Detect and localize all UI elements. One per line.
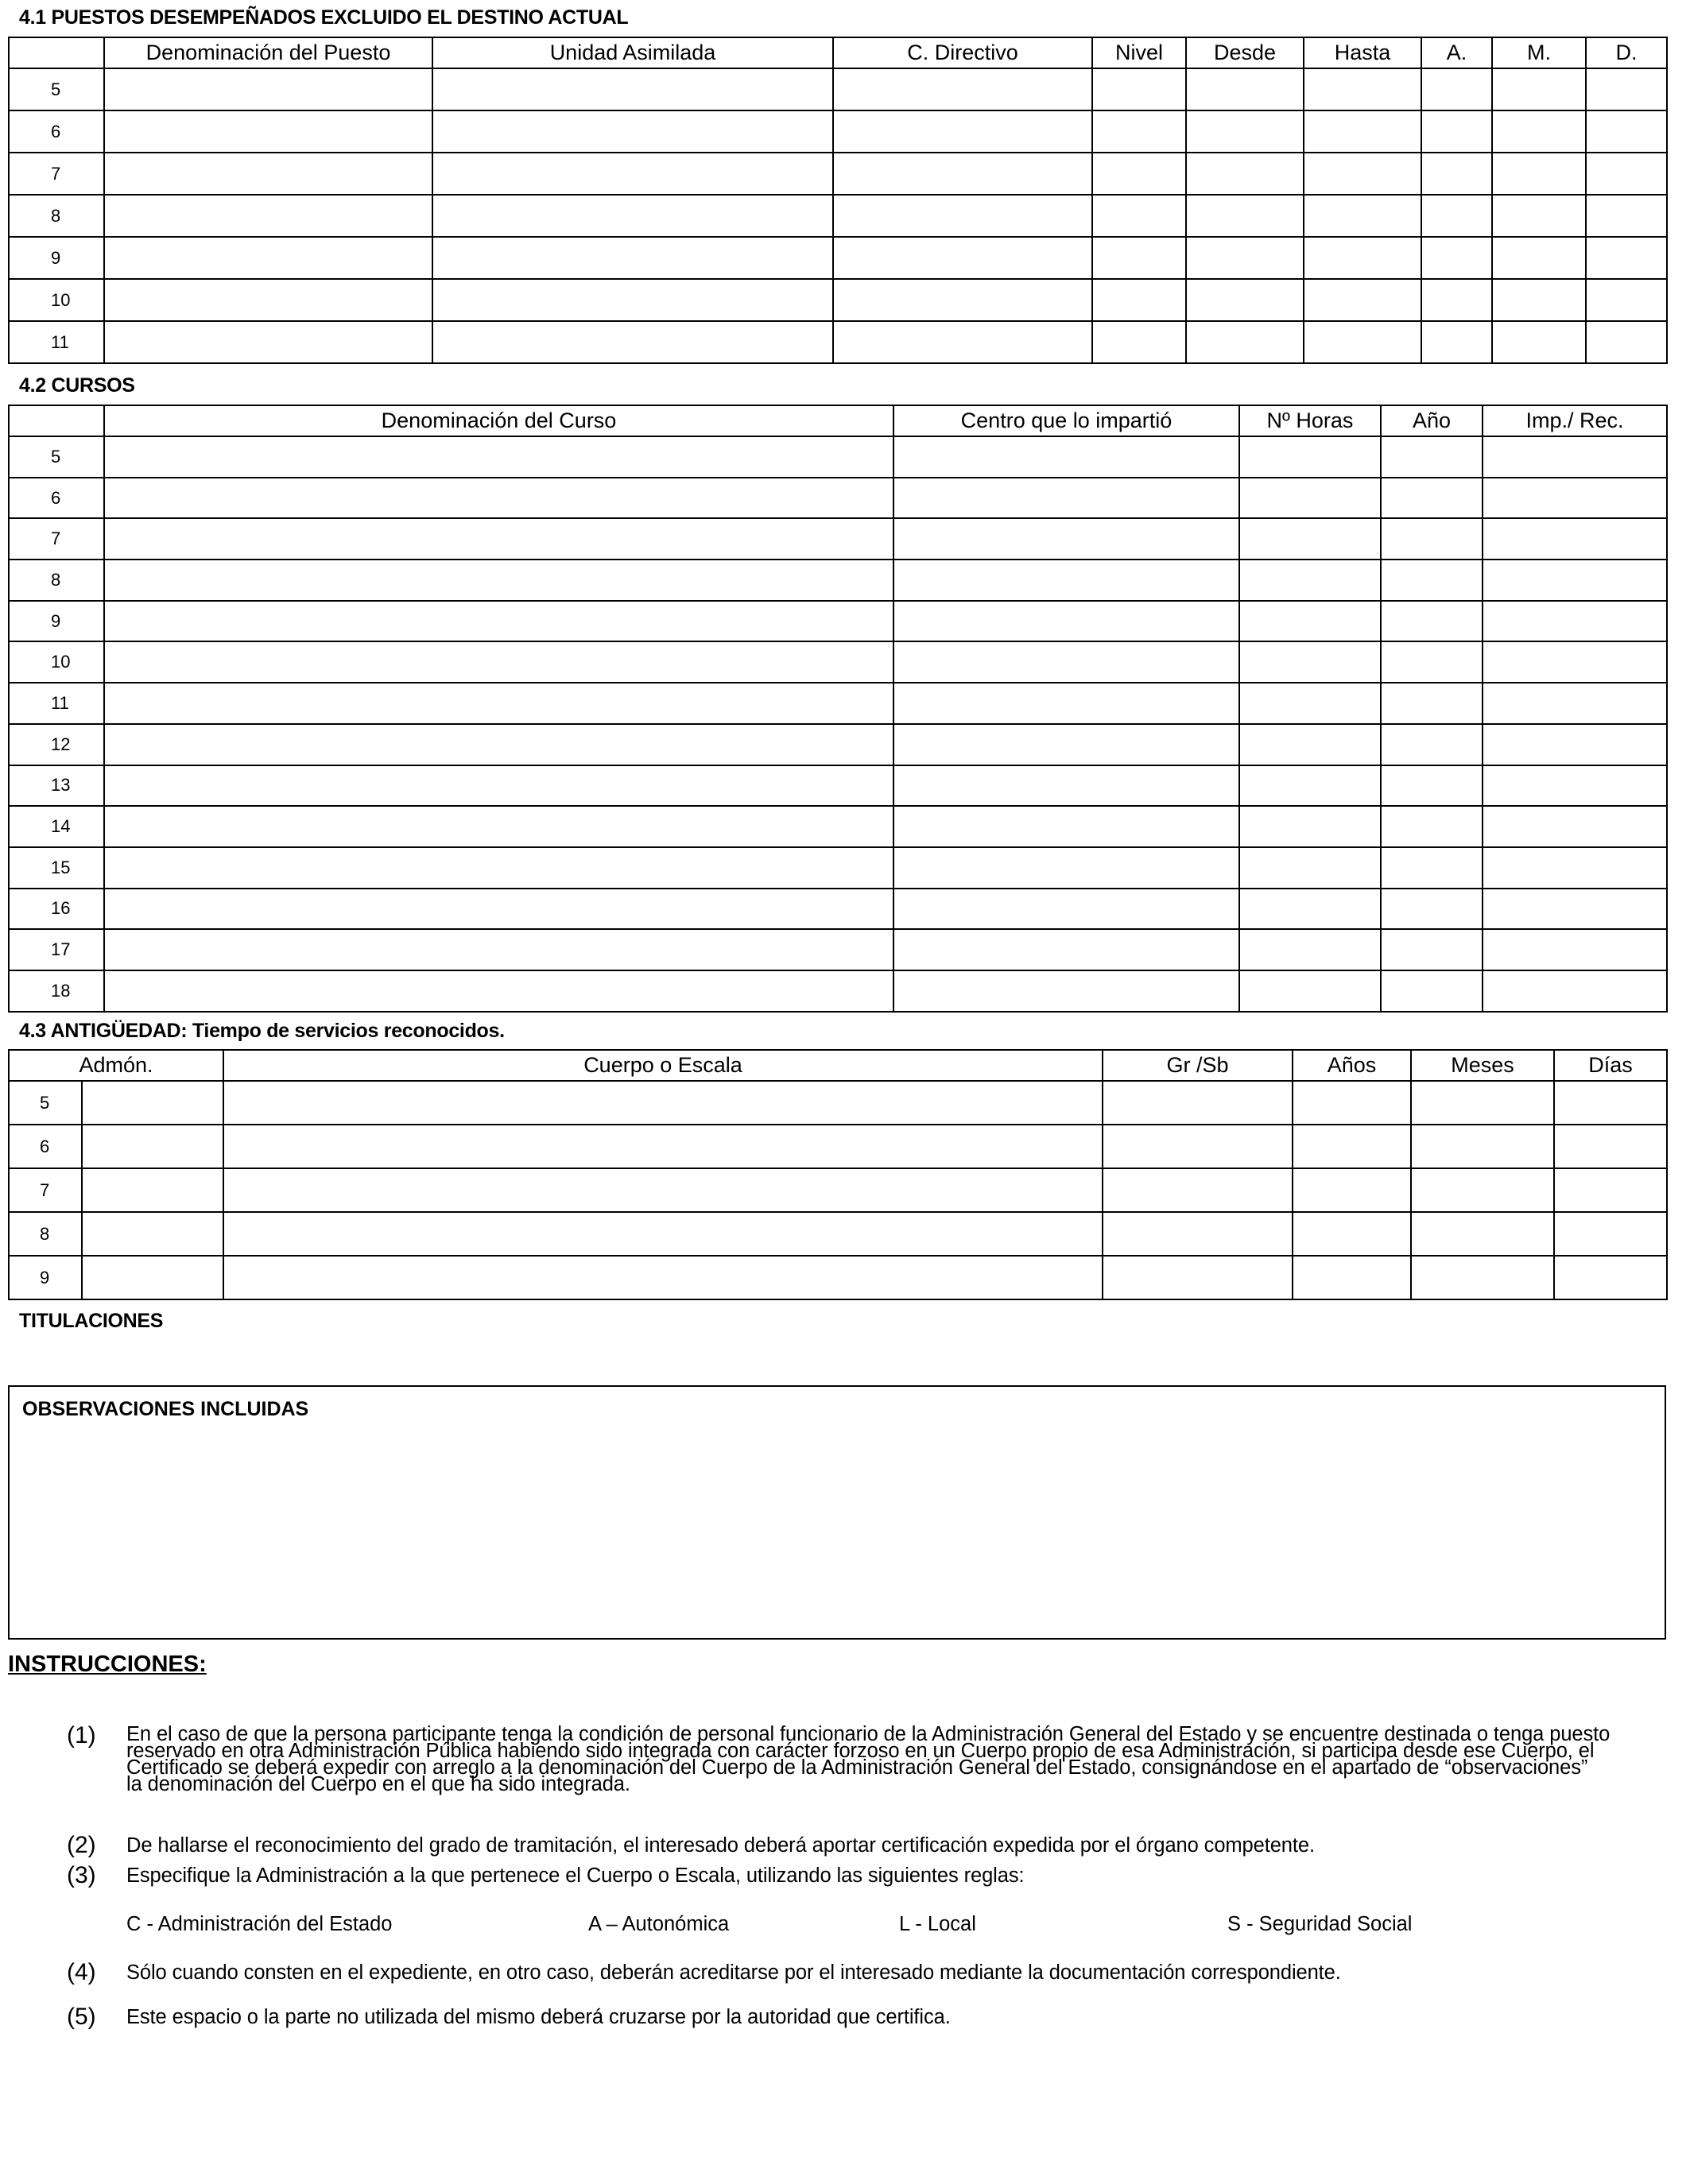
table-cell[interactable] bbox=[432, 195, 833, 237]
table-row bbox=[9, 560, 1667, 601]
table-cell[interactable] bbox=[1483, 806, 1667, 847]
column-header-a: A. bbox=[1421, 37, 1492, 68]
table-cell[interactable] bbox=[82, 1081, 223, 1125]
table-cell[interactable] bbox=[1492, 68, 1586, 110]
table-cell[interactable] bbox=[1381, 641, 1483, 683]
table-cell[interactable] bbox=[104, 683, 893, 724]
table-cell[interactable] bbox=[82, 1125, 223, 1168]
table-cell[interactable] bbox=[1492, 195, 1586, 237]
table-row bbox=[9, 237, 1667, 279]
table-cell[interactable] bbox=[893, 806, 1239, 847]
table-cell[interactable] bbox=[893, 724, 1239, 765]
column-header-c-directivo: C. Directivo bbox=[833, 37, 1092, 68]
table-cell[interactable] bbox=[1554, 1168, 1667, 1212]
table-cell[interactable] bbox=[1239, 806, 1381, 847]
table-cell[interactable] bbox=[833, 195, 1092, 237]
table-cell[interactable] bbox=[104, 724, 893, 765]
table-cell[interactable] bbox=[1381, 436, 1483, 478]
table-cell[interactable] bbox=[1586, 68, 1667, 110]
admin-option-autonomica: A – Autonómica bbox=[588, 1913, 730, 1935]
table-cell[interactable] bbox=[1483, 765, 1667, 807]
table-cell[interactable] bbox=[223, 1125, 1103, 1168]
column-header-hasta: Hasta bbox=[1304, 37, 1421, 68]
table-cell[interactable] bbox=[1381, 683, 1483, 724]
table-row bbox=[9, 153, 1667, 195]
table-row bbox=[9, 436, 1667, 478]
table-cell[interactable] bbox=[1186, 153, 1304, 195]
table-cell[interactable] bbox=[104, 560, 893, 601]
table-cell[interactable] bbox=[1186, 321, 1304, 363]
table-cell[interactable] bbox=[104, 889, 893, 930]
table-cell[interactable] bbox=[893, 478, 1239, 519]
table-row bbox=[9, 1168, 1667, 1212]
table-cell[interactable] bbox=[104, 153, 432, 195]
row-number-header bbox=[9, 37, 104, 68]
row-number: 9 bbox=[9, 1256, 82, 1299]
table-cell[interactable] bbox=[1381, 765, 1483, 807]
instruction-text: En el caso de que la persona participante tenga la condición de personal funcionario de la Administración General del Estado y se encuentre destinada o tenga puesto reservado en otra Administración Pública habiendo sido integrada con carácter forzoso en un Cuerpo propio de esa Administración, si participa desde ese Cuerpo, el Certificado se deberá expedir con arreglo a la denominación del Cuerpo de la Administración General del Estado, consignándose en el apartado de “observaciones” la denominación del Cuerpo en el que ha sido integrada. bbox=[126, 1723, 1611, 1795]
table-cell[interactable] bbox=[833, 153, 1092, 195]
row-number: 10 bbox=[9, 279, 104, 321]
table-row bbox=[9, 279, 1667, 321]
table-cell[interactable] bbox=[1304, 321, 1421, 363]
seniority-table bbox=[8, 1049, 1668, 1300]
row-number: 6 bbox=[9, 478, 104, 519]
column-header-admon: Admón. bbox=[9, 1050, 223, 1081]
table-cell[interactable] bbox=[833, 110, 1092, 153]
table-cell[interactable] bbox=[104, 601, 893, 642]
table-cell[interactable] bbox=[1293, 1125, 1411, 1168]
row-number: 13 bbox=[9, 765, 104, 807]
table-cell[interactable] bbox=[833, 68, 1092, 110]
column-header-desde: Desde bbox=[1186, 37, 1304, 68]
table-row bbox=[9, 195, 1667, 237]
table-cell[interactable] bbox=[1239, 478, 1381, 519]
instruction-number: (1) bbox=[67, 1722, 96, 1748]
row-number: 8 bbox=[9, 195, 104, 237]
table-cell[interactable] bbox=[893, 601, 1239, 642]
table-cell[interactable] bbox=[1239, 436, 1381, 478]
table-cell[interactable] bbox=[432, 237, 833, 279]
table-cell[interactable] bbox=[893, 560, 1239, 601]
table-cell[interactable] bbox=[1411, 1125, 1554, 1168]
instruction-number: (2) bbox=[67, 1832, 96, 1858]
table-cell[interactable] bbox=[1239, 683, 1381, 724]
row-number: 5 bbox=[9, 1081, 82, 1125]
row-number: 11 bbox=[9, 321, 104, 363]
table-cell[interactable] bbox=[893, 683, 1239, 724]
table-cell[interactable] bbox=[1492, 237, 1586, 279]
table-cell[interactable] bbox=[82, 1168, 223, 1212]
table-cell[interactable] bbox=[1304, 110, 1421, 153]
table-cell[interactable] bbox=[1554, 1081, 1667, 1125]
table-cell[interactable] bbox=[1239, 889, 1381, 930]
table-cell[interactable] bbox=[1483, 641, 1667, 683]
instruction-text: Sólo cuando consten en el expediente, en otro caso, deberán acreditarse por el interesado mediante la documentación correspondiente. bbox=[126, 1961, 1341, 1984]
section-43-title: 4.3 ANTIGÜEDAD: Tiempo de servicios reconocidos. bbox=[19, 1020, 505, 1042]
table-cell[interactable] bbox=[1092, 195, 1186, 237]
table-cell[interactable] bbox=[1421, 237, 1492, 279]
table-row bbox=[9, 765, 1667, 807]
table-cell[interactable] bbox=[1239, 601, 1381, 642]
table-cell[interactable] bbox=[1103, 1081, 1293, 1125]
column-header-imp-rec: Imp./ Rec. bbox=[1483, 405, 1667, 436]
table-cell[interactable] bbox=[1421, 279, 1492, 321]
table-cell[interactable] bbox=[104, 321, 432, 363]
table-cell[interactable] bbox=[1483, 436, 1667, 478]
titulaciones-title: TITULACIONES bbox=[19, 1310, 164, 1332]
table-cell[interactable] bbox=[1381, 724, 1483, 765]
row-number: 7 bbox=[9, 1168, 82, 1212]
table-cell[interactable] bbox=[1492, 279, 1586, 321]
table-cell[interactable] bbox=[1239, 765, 1381, 807]
row-number: 14 bbox=[9, 806, 104, 847]
table-cell[interactable] bbox=[1092, 279, 1186, 321]
table-row bbox=[9, 970, 1667, 1012]
row-number: 9 bbox=[9, 237, 104, 279]
row-number: 17 bbox=[9, 929, 104, 970]
table-cell[interactable] bbox=[1092, 110, 1186, 153]
column-header-meses: Meses bbox=[1411, 1050, 1554, 1081]
table-cell[interactable] bbox=[1304, 153, 1421, 195]
table-cell[interactable] bbox=[1293, 1168, 1411, 1212]
column-header-unidad-asimilada: Unidad Asimilada bbox=[432, 37, 833, 68]
table-cell[interactable] bbox=[432, 279, 833, 321]
instruction-number: (5) bbox=[67, 2004, 96, 2030]
table-row bbox=[9, 321, 1667, 363]
table-cell[interactable] bbox=[1411, 1081, 1554, 1125]
table-cell[interactable] bbox=[1492, 110, 1586, 153]
row-number: 9 bbox=[9, 601, 104, 642]
table-row bbox=[9, 724, 1667, 765]
table-cell[interactable] bbox=[1103, 1125, 1293, 1168]
table-cell[interactable] bbox=[1304, 279, 1421, 321]
row-number: 8 bbox=[9, 1212, 82, 1256]
column-header-cuerpo-o-escala: Cuerpo o Escala bbox=[223, 1050, 1103, 1081]
table-cell[interactable] bbox=[1381, 601, 1483, 642]
table-cell[interactable] bbox=[893, 889, 1239, 930]
row-number: 18 bbox=[9, 970, 104, 1012]
table-cell[interactable] bbox=[104, 929, 893, 970]
table-row bbox=[9, 683, 1667, 724]
table-cell[interactable] bbox=[104, 237, 432, 279]
row-number: 11 bbox=[9, 683, 104, 724]
row-number: 7 bbox=[9, 153, 104, 195]
table-cell[interactable] bbox=[1554, 1212, 1667, 1256]
table-cell[interactable] bbox=[1483, 847, 1667, 889]
table-cell[interactable] bbox=[1381, 889, 1483, 930]
table-cell[interactable] bbox=[82, 1212, 223, 1256]
table-cell[interactable] bbox=[1186, 110, 1304, 153]
table-cell[interactable] bbox=[893, 929, 1239, 970]
table-cell[interactable] bbox=[1304, 68, 1421, 110]
observations-title: OBSERVACIONES INCLUIDAS bbox=[22, 1398, 309, 1420]
table-cell[interactable] bbox=[104, 110, 432, 153]
table-cell[interactable] bbox=[1554, 1256, 1667, 1299]
instructions-title: INSTRUCCIONES: bbox=[8, 1652, 207, 1677]
table-row bbox=[9, 1256, 1667, 1299]
table-cell[interactable] bbox=[104, 641, 893, 683]
table-row bbox=[9, 601, 1667, 642]
instruction-text: De hallarse el reconocimiento del grado de tramitación, el interesado deberá aportar certificación expedida por el órgano competente. bbox=[126, 1834, 1315, 1857]
table-cell[interactable] bbox=[1304, 195, 1421, 237]
table-cell[interactable] bbox=[1381, 478, 1483, 519]
table-cell[interactable] bbox=[104, 279, 432, 321]
table-cell[interactable] bbox=[1186, 68, 1304, 110]
table-cell[interactable] bbox=[104, 806, 893, 847]
column-header-dias: Días bbox=[1554, 1050, 1667, 1081]
table-cell[interactable] bbox=[1239, 970, 1381, 1012]
instruction-number: (3) bbox=[67, 1862, 96, 1888]
table-cell[interactable] bbox=[223, 1212, 1103, 1256]
table-cell[interactable] bbox=[1586, 110, 1667, 153]
instruction-text: Este espacio o la parte no utilizada del mismo deberá cruzarse por la autoridad que certifica. bbox=[126, 2006, 951, 2028]
section-42-title: 4.2 CURSOS bbox=[19, 374, 135, 397]
table-cell[interactable] bbox=[1483, 970, 1667, 1012]
table-cell[interactable] bbox=[1239, 560, 1381, 601]
table-row bbox=[9, 1212, 1667, 1256]
table-cell[interactable] bbox=[1239, 641, 1381, 683]
table-cell[interactable] bbox=[223, 1168, 1103, 1212]
row-number: 16 bbox=[9, 889, 104, 930]
table-cell[interactable] bbox=[893, 518, 1239, 560]
table-cell[interactable] bbox=[104, 970, 893, 1012]
table-row bbox=[9, 68, 1667, 110]
table-cell[interactable] bbox=[432, 110, 833, 153]
column-header-m: M. bbox=[1492, 37, 1586, 68]
column-header-gr-sb: Gr /Sb bbox=[1103, 1050, 1293, 1081]
row-number-header bbox=[9, 405, 104, 436]
table-row bbox=[9, 478, 1667, 519]
table-cell[interactable] bbox=[833, 279, 1092, 321]
row-number: 8 bbox=[9, 560, 104, 601]
row-number: 6 bbox=[9, 1125, 82, 1168]
table-cell[interactable] bbox=[1411, 1256, 1554, 1299]
table-cell[interactable] bbox=[1092, 68, 1186, 110]
table-cell[interactable] bbox=[432, 68, 833, 110]
row-number: 6 bbox=[9, 110, 104, 153]
row-number: 10 bbox=[9, 641, 104, 683]
table-cell[interactable] bbox=[432, 153, 833, 195]
table-cell[interactable] bbox=[1239, 847, 1381, 889]
column-header-denominacion-del-curso: Denominación del Curso bbox=[104, 405, 893, 436]
table-cell[interactable] bbox=[1092, 237, 1186, 279]
table-cell[interactable] bbox=[1293, 1256, 1411, 1299]
table-cell[interactable] bbox=[893, 641, 1239, 683]
courses-table bbox=[8, 405, 1668, 1013]
table-row bbox=[9, 929, 1667, 970]
table-cell[interactable] bbox=[833, 237, 1092, 279]
table-row bbox=[9, 518, 1667, 560]
row-number: 15 bbox=[9, 847, 104, 889]
instruction-text: Especifique la Administración a la que pertenece el Cuerpo o Escala, utilizando las siguientes reglas: bbox=[126, 1865, 1025, 1887]
table-cell[interactable] bbox=[104, 68, 432, 110]
table-cell[interactable] bbox=[1421, 110, 1492, 153]
table-cell[interactable] bbox=[104, 478, 893, 519]
table-cell[interactable] bbox=[1554, 1125, 1667, 1168]
table-cell[interactable] bbox=[1092, 321, 1186, 363]
table-cell[interactable] bbox=[1492, 153, 1586, 195]
table-cell[interactable] bbox=[1239, 518, 1381, 560]
admin-option-local: L - Local bbox=[899, 1913, 976, 1935]
table-cell[interactable] bbox=[1103, 1168, 1293, 1212]
row-number: 5 bbox=[9, 68, 104, 110]
table-cell[interactable] bbox=[1483, 478, 1667, 519]
table-cell[interactable] bbox=[1381, 847, 1483, 889]
table-cell[interactable] bbox=[1421, 321, 1492, 363]
table-cell[interactable] bbox=[1586, 321, 1667, 363]
table-cell[interactable] bbox=[1186, 279, 1304, 321]
table-cell[interactable] bbox=[893, 970, 1239, 1012]
table-cell[interactable] bbox=[1186, 237, 1304, 279]
table-cell[interactable] bbox=[1483, 929, 1667, 970]
table-cell[interactable] bbox=[833, 321, 1092, 363]
column-header-denominacion-del-puesto: Denominación del Puesto bbox=[104, 37, 432, 68]
table-cell[interactable] bbox=[1293, 1212, 1411, 1256]
table-cell[interactable] bbox=[1483, 683, 1667, 724]
table-cell[interactable] bbox=[1483, 889, 1667, 930]
table-cell[interactable] bbox=[1381, 518, 1483, 560]
table-cell[interactable] bbox=[1381, 806, 1483, 847]
column-header-n-horas: Nº Horas bbox=[1239, 405, 1381, 436]
table-cell[interactable] bbox=[1239, 724, 1381, 765]
table-cell[interactable] bbox=[104, 195, 432, 237]
table-cell[interactable] bbox=[1421, 153, 1492, 195]
table-cell[interactable] bbox=[1483, 724, 1667, 765]
instruction-number: (4) bbox=[67, 1959, 96, 1985]
table-cell[interactable] bbox=[1293, 1081, 1411, 1125]
row-number: 12 bbox=[9, 724, 104, 765]
column-header-nivel: Nivel bbox=[1092, 37, 1186, 68]
table-cell[interactable] bbox=[82, 1256, 223, 1299]
table-cell[interactable] bbox=[223, 1081, 1103, 1125]
table-cell[interactable] bbox=[1411, 1212, 1554, 1256]
table-cell[interactable] bbox=[1103, 1256, 1293, 1299]
table-cell[interactable] bbox=[1586, 195, 1667, 237]
table-row bbox=[9, 1081, 1667, 1125]
table-cell[interactable] bbox=[223, 1256, 1103, 1299]
table-row bbox=[9, 889, 1667, 930]
table-cell[interactable] bbox=[104, 518, 893, 560]
table-cell[interactable] bbox=[1239, 929, 1381, 970]
table-cell[interactable] bbox=[1304, 237, 1421, 279]
table-cell[interactable] bbox=[1186, 195, 1304, 237]
table-row bbox=[9, 847, 1667, 889]
table-cell[interactable] bbox=[1421, 68, 1492, 110]
column-header-d: D. bbox=[1586, 37, 1667, 68]
table-cell[interactable] bbox=[104, 436, 893, 478]
table-cell[interactable] bbox=[1483, 601, 1667, 642]
table-cell[interactable] bbox=[1483, 518, 1667, 560]
table-cell[interactable] bbox=[1092, 153, 1186, 195]
table-cell[interactable] bbox=[1421, 195, 1492, 237]
row-number: 5 bbox=[9, 436, 104, 478]
table-cell[interactable] bbox=[1483, 560, 1667, 601]
table-row bbox=[9, 110, 1667, 153]
table-cell[interactable] bbox=[893, 436, 1239, 478]
column-header-anos: Años bbox=[1293, 1050, 1411, 1081]
row-number: 7 bbox=[9, 518, 104, 560]
table-cell[interactable] bbox=[104, 765, 893, 807]
observations-box[interactable] bbox=[8, 1385, 1666, 1640]
table-cell[interactable] bbox=[1586, 153, 1667, 195]
table-cell[interactable] bbox=[1381, 970, 1483, 1012]
table-row bbox=[9, 806, 1667, 847]
section-41-title: 4.1 PUESTOS DESEMPEÑADOS EXCLUIDO EL DESTINO ACTUAL bbox=[19, 6, 629, 29]
table-cell[interactable] bbox=[1411, 1168, 1554, 1212]
table-cell[interactable] bbox=[1586, 279, 1667, 321]
admin-option-seguridad-social: S - Seguridad Social bbox=[1227, 1913, 1413, 1935]
table-cell[interactable] bbox=[432, 321, 833, 363]
table-cell[interactable] bbox=[1381, 929, 1483, 970]
table-cell[interactable] bbox=[1381, 560, 1483, 601]
admin-option-estado: C - Administración del Estado bbox=[126, 1913, 393, 1935]
table-row bbox=[9, 1125, 1667, 1168]
column-header-centro-que-lo-impartio: Centro que lo impartió bbox=[893, 405, 1239, 436]
table-cell[interactable] bbox=[1492, 321, 1586, 363]
column-header-ano: Año bbox=[1381, 405, 1483, 436]
table-cell[interactable] bbox=[893, 847, 1239, 889]
positions-table bbox=[8, 37, 1668, 364]
table-row bbox=[9, 641, 1667, 683]
table-cell[interactable] bbox=[104, 847, 893, 889]
table-cell[interactable] bbox=[893, 765, 1239, 807]
table-cell[interactable] bbox=[1586, 237, 1667, 279]
table-cell[interactable] bbox=[1103, 1212, 1293, 1256]
